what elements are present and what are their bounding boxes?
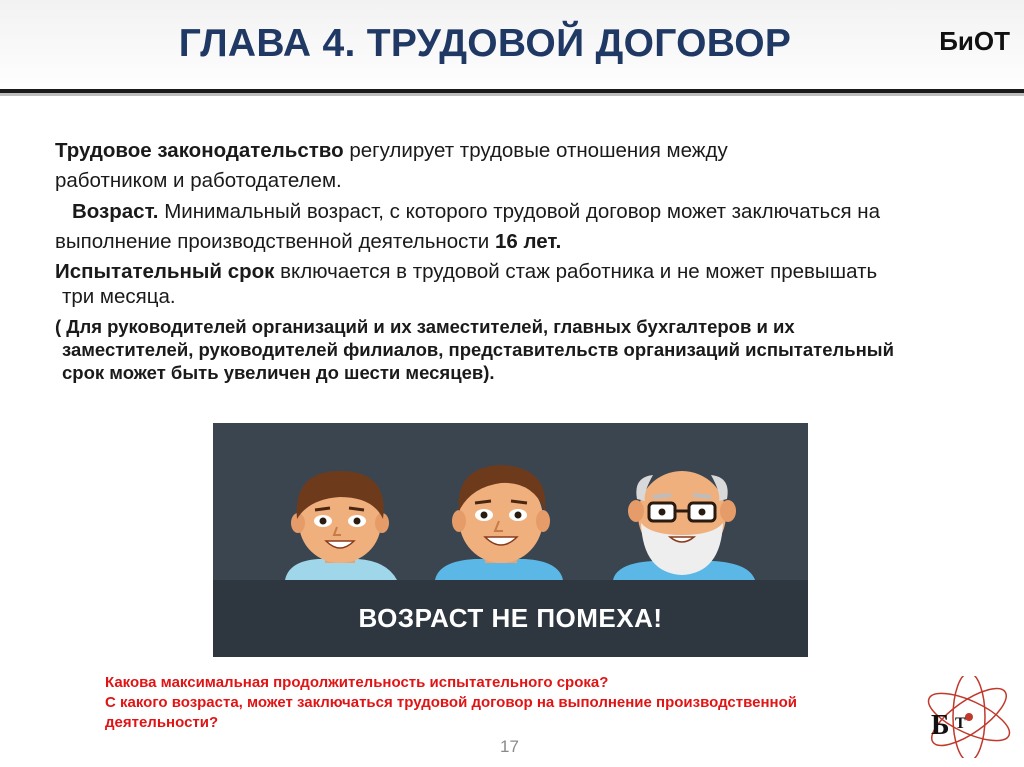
page-number: 17 xyxy=(500,737,519,756)
review-questions xyxy=(105,673,797,733)
term-legislation: Трудовое законодательство xyxy=(55,139,344,162)
paragraph-probation-line1 xyxy=(55,258,877,285)
paragraph-legislation-line2: работником и работодателем. xyxy=(55,169,342,192)
paragraph-probation-line2: три месяца. xyxy=(62,285,176,308)
note-line1: ( Для руководителей организаций и их заместителей, главных бухгалтеров и их xyxy=(55,316,795,337)
term-age: Возраст. xyxy=(72,200,159,223)
paragraph-legislation-line1 xyxy=(55,137,728,164)
probation-text: включается в трудовой стаж работника и не может превышать xyxy=(274,260,878,283)
question-1: Какова максимальная продолжительность испытательного срока? xyxy=(105,674,609,691)
adult-person-figure xyxy=(435,465,563,580)
question-2-cont: деятельности? xyxy=(105,714,219,731)
logo-letter-t: Т xyxy=(955,715,966,732)
min-age-value: 16 лет. xyxy=(494,230,562,253)
young-person-figure xyxy=(285,471,397,580)
atom-logo-icon xyxy=(921,676,1017,758)
logo-letter-b: Б xyxy=(931,710,950,741)
banner-caption: ВОЗРАСТ НЕ ПОМЕХА! xyxy=(358,603,663,633)
term-probation: Испытательный срок xyxy=(55,260,275,283)
legislation-text: регулирует трудовые отношения между xyxy=(343,139,728,162)
brand-label: БиОТ xyxy=(939,26,1010,56)
header-divider-shadow xyxy=(0,93,1024,96)
btsk-logo xyxy=(921,676,1017,758)
age-banner-image xyxy=(213,423,808,657)
paragraph-age-line2 xyxy=(55,228,561,255)
elderly-person-figure xyxy=(613,471,755,580)
slide-title: ГЛАВА 4. ТРУДОВОЙ ДОГОВОР xyxy=(178,22,792,65)
age-text-cont: выполнение производственной деятельности xyxy=(55,230,495,253)
note-line3: срок может быть увеличен до шести месяцев). xyxy=(62,362,495,383)
note-line2: заместителей, руководителей филиалов, представительств организаций испытательный xyxy=(62,339,894,360)
paragraph-age-line1 xyxy=(72,198,880,225)
question-2: С какого возраста, может заключаться трудовой договор на выполнение производственной xyxy=(105,694,797,711)
slide-header xyxy=(0,0,1024,96)
age-text: Минимальный возраст, с которого трудовой договор может заключаться на xyxy=(158,200,881,223)
